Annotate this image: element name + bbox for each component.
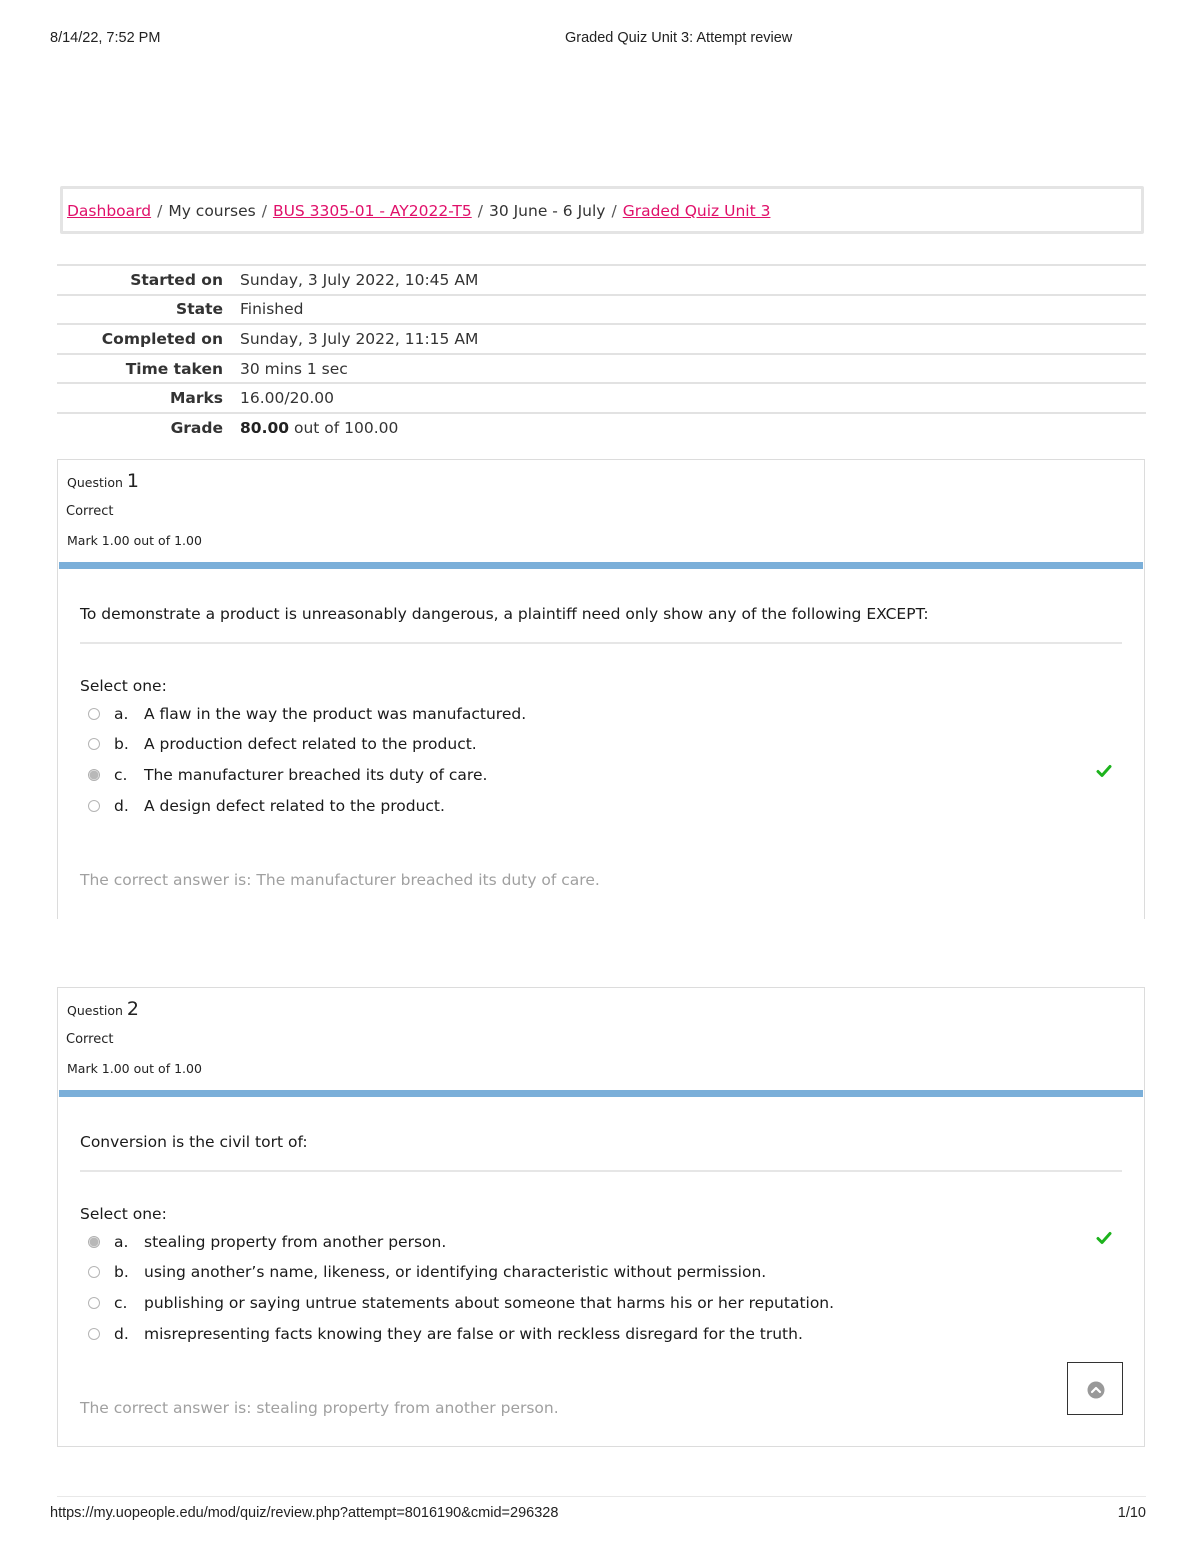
print-datetime: 8/14/22, 7:52 PM xyxy=(50,30,161,46)
scroll-to-top-button[interactable] xyxy=(1067,1362,1123,1415)
question-label: Question xyxy=(67,1003,123,1018)
radio-button-selected[interactable] xyxy=(88,769,100,781)
answer-option-a[interactable] xyxy=(88,703,526,725)
summary-label: Marks xyxy=(57,383,240,413)
question-state: Correct xyxy=(66,1032,114,1047)
radio-button[interactable] xyxy=(88,1266,100,1278)
option-letter: d. xyxy=(114,1325,129,1343)
summary-value: Finished xyxy=(240,295,1146,325)
question-state: Correct xyxy=(66,504,114,519)
summary-row-started xyxy=(57,265,1146,295)
select-one-prompt: Select one: xyxy=(80,1205,167,1223)
question-number xyxy=(67,998,139,1020)
option-letter: b. xyxy=(114,735,129,753)
breadcrumb-dashboard-link[interactable]: Dashboard xyxy=(67,202,152,220)
answer-option-d[interactable] xyxy=(88,795,445,817)
answer-option-b[interactable] xyxy=(88,733,477,755)
radio-button[interactable] xyxy=(88,800,100,812)
question-text: Conversion is the civil tort of: xyxy=(80,1133,308,1151)
option-text: misrepresenting facts knowing they are false or with reckless disregard for the truth. xyxy=(144,1325,803,1343)
option-text: A flaw in the way the product was manufactured. xyxy=(144,705,527,723)
question-mark: Mark 1.00 out of 1.00 xyxy=(67,533,202,548)
print-header xyxy=(50,30,1146,50)
question-mark: Mark 1.00 out of 1.00 xyxy=(67,1061,202,1076)
summary-row-state xyxy=(57,295,1146,325)
question-text: To demonstrate a product is unreasonably dangerous, a plaintiff need only show any of the following EXCEPT: xyxy=(80,605,929,623)
breadcrumb xyxy=(60,186,1144,234)
answer-option-d[interactable] xyxy=(88,1323,803,1345)
attempt-summary-table xyxy=(57,264,1146,443)
question-number xyxy=(67,470,139,492)
breadcrumb-my-courses: My courses xyxy=(168,202,256,220)
option-letter: b. xyxy=(114,1263,129,1281)
radio-button[interactable] xyxy=(88,708,100,720)
check-icon xyxy=(1096,1230,1112,1246)
print-page-number: 1/10 xyxy=(1117,1505,1146,1521)
option-text: A design defect related to the product. xyxy=(144,797,445,815)
question-card xyxy=(57,459,1145,919)
breadcrumb-separator: / xyxy=(611,202,617,220)
summary-label: Completed on xyxy=(57,324,240,354)
grade-score: 80.00 xyxy=(240,419,290,438)
correct-answer-feedback: The correct answer is: stealing property from another person. xyxy=(80,1399,559,1417)
summary-value: Sunday, 3 July 2022, 10:45 AM xyxy=(240,265,1146,295)
summary-label: Time taken xyxy=(57,354,240,384)
option-letter: a. xyxy=(114,705,129,723)
option-text: The manufacturer breached its duty of care. xyxy=(144,766,488,784)
question-info xyxy=(58,460,1144,562)
print-title: Graded Quiz Unit 3: Attempt review xyxy=(565,30,793,46)
summary-label: Started on xyxy=(57,265,240,295)
question-card xyxy=(57,987,1145,1447)
question-number-value: 1 xyxy=(126,470,139,492)
correct-answer-feedback: The correct answer is: The manufacturer breached its duty of care. xyxy=(80,871,600,889)
divider xyxy=(80,642,1122,644)
question-info xyxy=(58,988,1144,1090)
breadcrumb-separator: / xyxy=(157,202,163,220)
breadcrumb-week: 30 June - 6 July xyxy=(488,202,606,220)
select-one-prompt: Select one: xyxy=(80,677,167,695)
divider xyxy=(80,1170,1122,1172)
breadcrumb-quiz-link[interactable]: Graded Quiz Unit 3 xyxy=(622,202,771,220)
radio-button[interactable] xyxy=(88,1328,100,1340)
summary-row-marks xyxy=(57,383,1146,413)
print-footer xyxy=(50,1505,1146,1525)
summary-value: Sunday, 3 July 2022, 11:15 AM xyxy=(240,324,1146,354)
summary-value: 16.00/20.00 xyxy=(240,383,1146,413)
option-letter: d. xyxy=(114,797,129,815)
radio-button[interactable] xyxy=(88,738,100,750)
option-letter: c. xyxy=(114,766,128,784)
summary-row-time-taken xyxy=(57,354,1146,384)
question-number-value: 2 xyxy=(126,998,139,1020)
answer-option-b[interactable] xyxy=(88,1261,766,1283)
footer-divider xyxy=(57,1496,1146,1497)
question-label: Question xyxy=(67,475,123,490)
answer-option-c[interactable] xyxy=(88,1292,834,1314)
answer-option-a[interactable] xyxy=(88,1231,446,1253)
chevron-up-circle-icon xyxy=(1087,1381,1105,1399)
summary-value: 30 mins 1 sec xyxy=(240,354,1146,384)
breadcrumb-course-link[interactable]: BUS 3305-01 - AY2022-T5 xyxy=(272,202,472,220)
question-bar xyxy=(59,562,1143,569)
option-text: stealing property from another person. xyxy=(144,1233,447,1251)
grade-out-of: out of 100.00 xyxy=(293,419,399,438)
answer-option-c[interactable] xyxy=(88,764,487,786)
breadcrumb-separator: / xyxy=(261,202,267,220)
option-letter: c. xyxy=(114,1294,128,1312)
summary-value xyxy=(240,413,1146,443)
option-text: publishing or saying untrue statements about someone that harms his or her reputation. xyxy=(144,1294,835,1312)
summary-label: State xyxy=(57,295,240,325)
print-url: https://my.uopeople.edu/mod/quiz/review.php?attempt=8016190&cmid=296328 xyxy=(50,1505,559,1521)
breadcrumb-separator: / xyxy=(477,202,483,220)
option-letter: a. xyxy=(114,1233,129,1251)
check-icon xyxy=(1096,763,1112,779)
option-text: using another’s name, likeness, or identifying characteristic without permission. xyxy=(144,1263,767,1281)
summary-row-completed xyxy=(57,324,1146,354)
question-bar xyxy=(59,1090,1143,1097)
radio-button[interactable] xyxy=(88,1297,100,1309)
option-text: A production defect related to the product. xyxy=(144,735,477,753)
summary-label: Grade xyxy=(57,413,240,443)
radio-button-selected[interactable] xyxy=(88,1236,100,1248)
summary-row-grade xyxy=(57,413,1146,443)
